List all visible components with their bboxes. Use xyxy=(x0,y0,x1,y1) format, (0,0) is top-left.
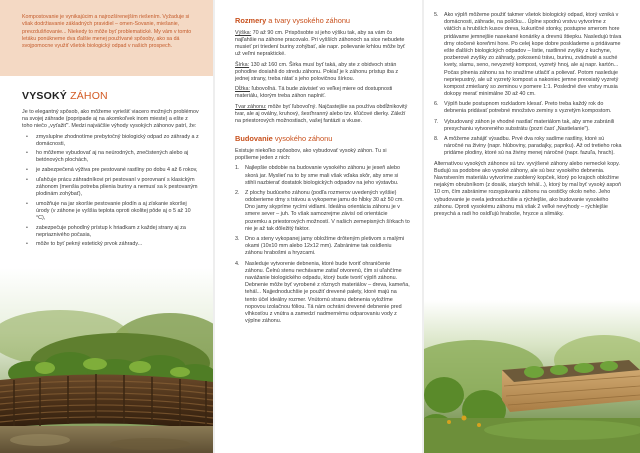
step-number: 7. xyxy=(434,118,439,125)
intro-text: Kompostovanie je vynikajúcim a najrozšírenejším riešením. Vyžaduje si však dodržiavanie základných pravidiel – omen-Sovanie, miešanie, prevzdušňovanie... Niekedy to môže byť problematické. My vám v tomto letáku ponúkneme dva ďalšie menej používané spôsoby, ako sa dá svojpomocne využiť všetok biologický odpad v našich prospech. xyxy=(22,14,192,50)
shape-text: môže byť ľubovoľný. Najčastejšie sa používa obdĺžnikovitý tvar, ale aj oválny, kruhový, šesťhranný alebo tzv. kľúčové dierky. Záleží na priestorových možnostiach, vašej fantázii a vkuse. xyxy=(235,103,408,124)
step-text: Ako výplň môžeme použiť takmer všetok biologický odpad, ktorý vzniká v domácnosti, záhrade, na políčku... Úplne spodnú vrstvu vytvoríme z vätčích a hrubších kusov dreva, kukuričné stonky, postupne smerom hore pridávame jemnejšie nasekané konáriky a drevnú štiepku. Nasledujú tráva drny otočené koreňmi hore. Po celej kope dobre posklademe a pridávame ešte ďalších biologických odpadov – listie, rastlinné zvyšky z kuchyne, pozberové zvyšky zo záhrady, pokosenú trávu, burinu, zvädnuté a suché kvety, slamu, seno, nevyzretý kompost, vyzretý hnoj, ale aj napr. kartón... Počas plnenia záhonu sa ho snažíme utlačiť a polievať. Potom nasleduje nepriepustný, ale už vyzretý kompost a nakoniec jemne preosiatý vyzretý kompost zmiešaný so zeminou v pomere 1:1. Posledné dve vrstvy musia dokopy merať minimálne 30 až 40 cm. xyxy=(444,12,622,98)
list-item: • ho môžeme vybudovať aj na neúrodných, znečistených alebo aj betónových plochách, xyxy=(22,150,199,164)
building-intro: Existuje niekoľko spôsobov, ako vybudovať vysoký záhon. Tu si popíšeme jeden z nich: xyxy=(235,147,387,162)
building-steps xyxy=(215,165,422,325)
shape-paragraph xyxy=(215,104,422,126)
list-item xyxy=(235,236,410,258)
benefits-intro: Je to elegantný spôsob, ako môžeme vyriešiť viacero možných problémov na svojej záhrade (popripade aj na akomkoľvek inom mieste) a ešte z toho niečo „vyťažiť". Medzi najväčšie výhody vysokých záhonov patrí, že: xyxy=(22,108,199,130)
list-item xyxy=(434,101,622,115)
right-column xyxy=(424,0,640,453)
heading-main: Rozmery xyxy=(235,16,267,25)
list-item xyxy=(434,136,622,158)
step-text: Dno a steny vykopanej jamy obložíme drôteným pletivom s malými okami (10x10 mm alebo 12x12 mm). Zabránime tak osídleniu záhonu hrabošmi a hryzcami. xyxy=(245,236,405,257)
list-item xyxy=(434,12,622,98)
alternative-paragraph: Alternatívou vysokých záhonov sú tzv. vyvýšené záhony alebo nemecké kopy. Budujú sa podobne ako vysoké záhony, ale sú bez vysokého debnenia. Navrstvením materiálu vytvoríme zaoblený kopček, ktorý po krajoch obložíme nejakým obrubníkom (z dosák, starých tehál...), ktorý by mal byť vysoký aspoň 10 cm, čím zabránime rozsypávaniu záhonu na cestičky okolo neho. Jeho vybudovanie je ovela jednoduchšie a rýchlejšie, ako budovanie vysokého záhonu. Oproti vysokému záhonu má však 2 veľké nevýhody – rýchlejšie presychá a radi ho osídľujú hraboše, hryzce a slimáky. xyxy=(434,160,622,217)
intro-box xyxy=(0,0,213,76)
step-text: Vybudovaný záhon je vhodné nastlať materiálom tak, aby sme zabránili presychaniu vytvoreného substrátu (pozri časť „Nastielanie"). xyxy=(444,118,615,132)
step-text: Najlepšie obdobie na budovanie vysokého záhonu je jeseň alebo skorá jar. Myslieť na to by sme mali však vďaka skôr, aby sme si stihli nazbierať dostatok biologických odpadov na jeho výstavbu. xyxy=(245,165,400,186)
list-item: • uľahčuje prácu záhradníkovi pri pestovaní v porovnaní s klasickým záhonom (menšia potreba plienia buriny a nemusí sa k pestovaným plodinám zohýbať), xyxy=(22,177,199,199)
list-item xyxy=(235,190,410,233)
building-steps-continued xyxy=(424,0,640,158)
list-item xyxy=(235,165,410,187)
step-number: 2. xyxy=(235,189,240,196)
step-text: Z plochy budúceho záhonu (podľa rozmerov uvedených vyššie) odoberieme drny s trávou a vykopeme jamu do hĺbky 30 až 50 cm. Dno jamy skypríme rycími vidlami. Ideálna orientácia záhonu je v smere sever – juh. To však samozrejme závisí od orientácie pozemku a priestorových možností. V našich zemepisných šírkach to nie je až tak dôležitý faktor. xyxy=(245,189,410,232)
step-text: A môžeme zahájiť výsadbu. Prvé dva roky sadíme rastliny, ktoré sú náročné na živiny (napr. hlúboviny, paradajky, papriku). Až od tretieho roka pridáme plodiny, ktoré sú na živiny menej náročné (napr. fazuľa, hrach). xyxy=(444,136,622,157)
wooden-bed-photo xyxy=(424,300,640,453)
step-number: 4. xyxy=(235,260,240,267)
building-heading xyxy=(215,128,422,148)
list-item: • umožňuje na jar skoršie pestovanie plodín a aj získanie skoršej úrody (v záhone je vyššia teplota oproti okolitej pôde aj o 5 až 10 °C), xyxy=(22,201,199,223)
list-item: • zmysluplne zhodnotíme prebytočný biologický odpad zo záhrady a z domácnosti, xyxy=(22,134,199,148)
length-text: ľubovoľná. Tá bude závisieť vo veľkej miere od dostupnosti materiálu, ktorým treba záhon naplniť. xyxy=(235,86,393,100)
length-label: Dĺžka: xyxy=(235,86,250,93)
list-item xyxy=(434,119,622,133)
section-title xyxy=(22,90,213,104)
step-number: 1. xyxy=(235,165,240,172)
step-text: Výplň bude postupnom rozkladom klesať. Preto treba každý rok do debnenia pridávať potrebné množstvo zeminy s vyzretým kompostom. xyxy=(444,101,612,115)
shape-label: Tvar záhonu: xyxy=(235,103,267,110)
height-text: 70 až 90 cm. Prispôsobte si jeho výšku tak, aby sa vám čo najľahšie na záhone pracovalo. Pri vyšších záhonoch sa sice nebudete musieť pri triedení buriny zohýbať, ale napr. polievanie krhlou môže byť už veľmi nepraktické. xyxy=(235,29,405,58)
list-item: • zabezpečuje pohodlný prístup k hriadkam z každej strany aj za nepriaznivého počasia, xyxy=(22,225,199,239)
title-main: VYSOKÝ xyxy=(22,90,67,102)
step-number: 6. xyxy=(434,101,439,108)
left-column xyxy=(0,0,213,453)
heading-light: vysokého záhonu xyxy=(274,134,333,144)
step-number: 3. xyxy=(235,236,240,242)
width-label: Šírka: xyxy=(235,61,250,68)
height-label: Výška: xyxy=(235,29,252,36)
width-text: 130 až 160 cm. Širka musí byť taká, aby ste z obidvoch strán pohodlne dosiahli do stredu záhonu. Pokiaľ je k záhonu prístup iba z jednej strany, treba rátať s jeho polovičnou šírkou. xyxy=(235,61,399,82)
list-item: • môže to byť pekný estetický prvok záhrady... xyxy=(22,241,199,248)
title-accent: ZÁHON xyxy=(70,90,108,102)
list-item xyxy=(235,261,410,326)
step-number: 5. xyxy=(434,12,439,18)
step-text: Nasleduje vytvorenie debnenia, ktoré bude tvoriť ohraničenie záhonu. Čelnú stenu nechávame zatiaľ otvorenú, čím si uľahčíme navážanie biologického odpadu, ktorý bude tvoriť výplň záhonu. Debnenie môže byť vyrobené z rôznych materiálov – dreva, kameňa, tehál... Najjednoduchšie je použiť drevené palety, ktoré majú na tento účel ideálny rozmer. Vnútornú stranu debnenia vyložíme nopovou izolačnou fóliou. Tá nám ochráni drevené debnenie pred vlhkosťou z vnútra a zamedzí nadmernému odparovaniu vody z výplne záhonu. xyxy=(245,260,410,325)
raised-bed-photo xyxy=(0,268,213,453)
benefits-list xyxy=(0,134,213,249)
height-paragraph xyxy=(215,30,422,59)
length-paragraph xyxy=(215,86,422,100)
step-number: 8. xyxy=(434,136,439,142)
width-paragraph xyxy=(215,62,422,84)
heading-main: Budovanie xyxy=(235,134,273,144)
dimensions-heading xyxy=(215,0,422,30)
list-item: • je zabezpečená výživa pre pestované rastliny po dobu 4 až 6 rokov, xyxy=(22,167,199,174)
heading-light: a tvary vysokého záhonu xyxy=(268,16,351,25)
middle-column xyxy=(215,0,422,453)
